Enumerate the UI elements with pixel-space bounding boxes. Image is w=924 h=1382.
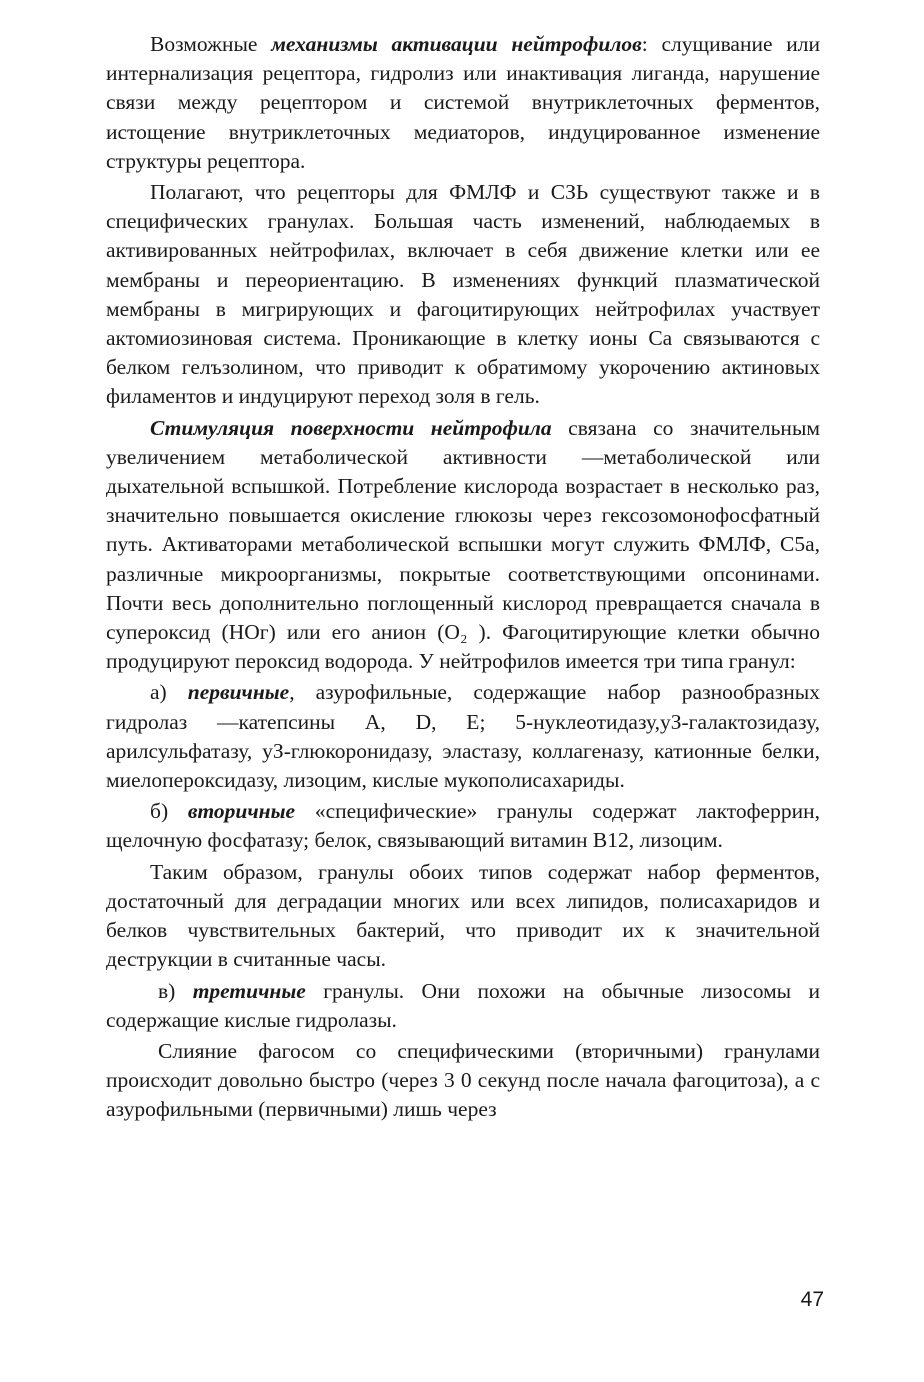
paragraph-text: , азурофильные, содержащие набор разнообразных гидролаз —катепсины A, D, E; 5-нуклеотидазу,уЗ-галактозидазу, арилсульфатазу, уЗ-глюкоронидазу, эластазу, коллагеназу, катионные белки, миелопероксидазу, лизоцим, кислые мукополисахариды. xyxy=(106,680,820,793)
emphasis-term: первичные xyxy=(187,680,290,705)
emphasis-term: вторичные xyxy=(187,799,296,824)
paragraph-text: связана со значительным увеличением метаболической активности —метаболической или дыхательной вспышкой. Потребление кислорода возрастает в несколько раз, значительно повышается окисление глюкозы через гексозомонофосфатный путь. Активаторами метаболической вспышки могут служить ФМЛФ, С5а, различные микроорганизмы, покрытые соответствующими опсонинами. Почти весь дополнительно поглощенный кислород превращается сначала в супероксид (НОг) или его анион (О₂ ). Фагоцитирующие клетки обычно продуцируют пероксид водорода. У нейтрофилов имеется три типа гранул: xyxy=(106,415,820,674)
paragraph-text: гранулы. Они похожи на обычные лизосомы и содержащие кислые гидролазы. xyxy=(106,978,821,1032)
emphasis-term: Стимуляция поверхности нейтрофила xyxy=(150,415,552,440)
paragraph-text: «специфические» гранулы содержат лактоферрин, щелочную фосфатазу; белок, связывающий витамин В12, лизоцим. xyxy=(106,799,820,853)
paragraph-surface-stimulation xyxy=(106,414,820,677)
list-item-tertiary-granules xyxy=(106,977,820,1035)
paragraph-text: Таким образом, гранулы обоих типов содержат набор ферментов, достаточный для деградации многих или всех липидов, полисахаридов и белков чувствительных бактерий, что приводит их к значительной деструкции в считанные часы. xyxy=(106,859,820,972)
emphasis-term: механизмы активации нейтрофилов xyxy=(271,32,642,56)
list-marker: б) xyxy=(150,799,188,824)
list-marker: в) xyxy=(158,978,193,1003)
paragraph-text: : слущивание или интернализация рецептора, гидролиз или инактивация лиганда, нарушение связи между рецептором и системой внутриклеточных ферментов, истощение внутриклеточных медиаторов, индуцированное изменение структуры рецептора. xyxy=(106,32,821,173)
emphasis-term: третичные xyxy=(192,978,306,1003)
paragraph-granule-summary xyxy=(106,858,820,975)
paragraph-receptors xyxy=(106,178,820,412)
paragraph-phagosome-fusion xyxy=(106,1037,820,1125)
paragraph-text: Полагают, что рецепторы для ФМЛФ и СЗЬ существуют также и в специфических гранулах. Большая часть изменений, наблюдаемых в активированных нейтрофилах, включает в себя движение клетки или ее мембраны и переориентацию. В изменениях функций плазматической мембраны в мигрирующих и фагоцитирующих нейтрофилах участвует актомиозиновая система. Проникающие в клетку ионы Са связываются с белком гелъзолином, что приводит к обратимому укорочению актиновых филаментов и индуцируют переход золя в гель. xyxy=(106,180,820,409)
page-number: 47 xyxy=(800,1288,824,1311)
text-column xyxy=(106,30,820,1127)
list-item-primary-granules xyxy=(106,678,820,795)
paragraph-text: Слияние фагосом со специфическими (вторичными) гранулами происходит довольно быстро (через 3 0 секунд после начала фагоцитоза), а с азурофильными (первичными) лишь через xyxy=(106,1038,820,1122)
list-marker: а) xyxy=(150,680,188,705)
paragraph-text: Возможные xyxy=(150,32,272,56)
paragraph-activation-mechanisms xyxy=(106,30,820,176)
list-item-secondary-granules xyxy=(106,797,820,855)
